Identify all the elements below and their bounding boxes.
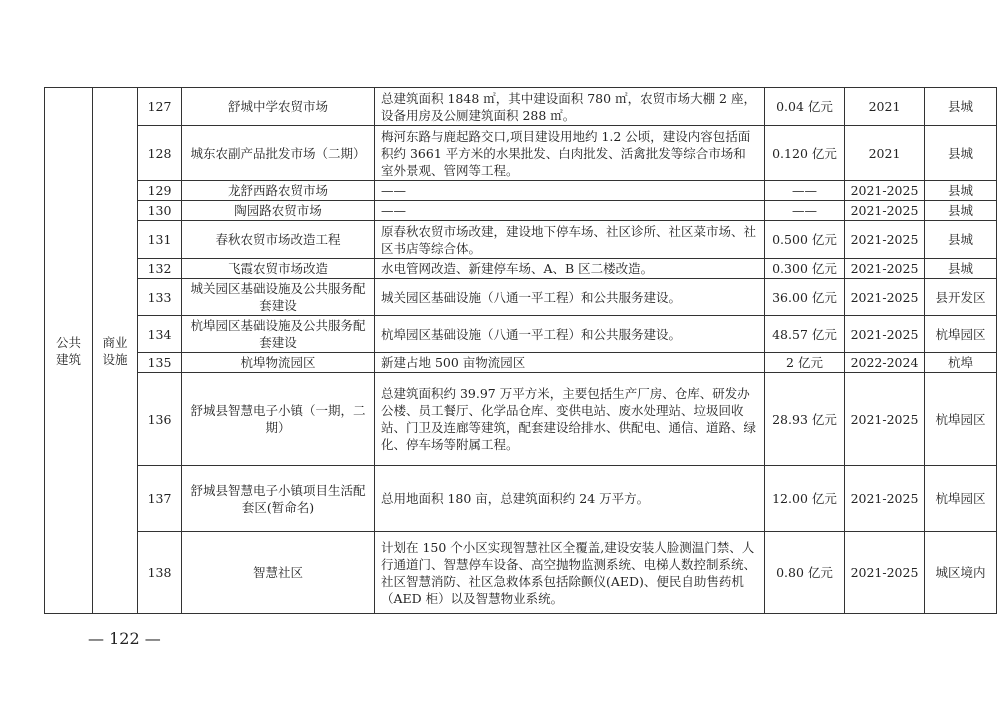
location-cell: 杭埠园区 [925, 466, 997, 532]
investment-cell: 28.93 亿元 [765, 373, 845, 466]
investment-cell: 0.300 亿元 [765, 259, 845, 279]
row-number-cell: 127 [138, 88, 182, 126]
table-row [45, 373, 997, 466]
table-row [45, 532, 997, 614]
location-cell: 县城 [925, 201, 997, 221]
location-cell: 县开发区 [925, 279, 997, 316]
project-description-cell: 总用地面积 180 亩，总建筑面积约 24 万平方。 [375, 466, 765, 532]
period-cell: 2021-2025 [845, 532, 925, 614]
location-cell: 杭埠 [925, 353, 997, 373]
row-number-cell: 128 [138, 126, 182, 181]
project-description-cell: 总建筑面积 1848 ㎡，其中建设面积 780 ㎡，农贸市场大棚 2 座，设备用房及公厕建筑面积 288 ㎡。 [375, 88, 765, 126]
table-row [45, 466, 997, 532]
project-name-cell: 舒城县智慧电子小镇（一期，二期） [182, 373, 375, 466]
investment-cell: —— [765, 181, 845, 201]
table-row [45, 316, 997, 353]
project-description-cell: —— [375, 201, 765, 221]
page-number: — 122 — [88, 629, 161, 648]
project-name-cell: 舒城县智慧电子小镇项目生活配套区(暂命名) [182, 466, 375, 532]
period-cell: 2021-2025 [845, 181, 925, 201]
row-number-cell: 137 [138, 466, 182, 532]
period-cell: 2021-2025 [845, 466, 925, 532]
project-name-cell: 陶园路农贸市场 [182, 201, 375, 221]
project-description-cell: 计划在 150 个小区实现智慧社区全覆盖,建设安装人脸测温门禁、人行通道门、智慧停车设备、高空抛物监测系统、电梯人数控制系统、社区智慧消防、社区急救体系包括除颤仪(AED)、便民自助售药机（AED 柜）以及智慧物业系统。 [375, 532, 765, 614]
row-number-cell: 131 [138, 221, 182, 259]
project-table [44, 87, 997, 614]
project-description-cell: 城关园区基础设施（八通一平工程）和公共服务建设。 [375, 279, 765, 316]
row-number-cell: 133 [138, 279, 182, 316]
table-row [45, 353, 997, 373]
row-number-cell: 129 [138, 181, 182, 201]
period-cell: 2021-2025 [845, 373, 925, 466]
project-name-cell: 春秋农贸市场改造工程 [182, 221, 375, 259]
table-row [45, 88, 997, 126]
row-number-cell: 132 [138, 259, 182, 279]
period-cell: 2021-2025 [845, 221, 925, 259]
table-row [45, 259, 997, 279]
row-number-cell: 138 [138, 532, 182, 614]
project-name-cell: 舒城中学农贸市场 [182, 88, 375, 126]
project-description-cell: 水电管网改造、新建停车场、A、B 区二楼改造。 [375, 259, 765, 279]
location-cell: 县城 [925, 88, 997, 126]
period-cell: 2021-2025 [845, 201, 925, 221]
project-name-cell: 飞霞农贸市场改造 [182, 259, 375, 279]
project-description-cell: 梅河东路与鹿起路交口,项目建设用地约 1.2 公顷，建设内容包括面积约 3661 平方米的水果批发、白肉批发、活禽批发等综合市场和室外景观、管网等工程。 [375, 126, 765, 181]
location-cell: 县城 [925, 181, 997, 201]
investment-cell: 48.57 亿元 [765, 316, 845, 353]
project-name-cell: 城关园区基础设施及公共服务配套建设 [182, 279, 375, 316]
location-cell: 杭埠园区 [925, 373, 997, 466]
project-name-cell: 杭埠物流园区 [182, 353, 375, 373]
location-cell: 杭埠园区 [925, 316, 997, 353]
project-description-cell: —— [375, 181, 765, 201]
project-description-cell: 杭埠园区基础设施（八通一平工程）和公共服务建设。 [375, 316, 765, 353]
project-name-cell: 城东农副产品批发市场（二期） [182, 126, 375, 181]
investment-cell: 12.00 亿元 [765, 466, 845, 532]
location-cell: 县城 [925, 259, 997, 279]
period-cell: 2021-2025 [845, 279, 925, 316]
project-description-cell: 原春秋农贸市场改建，建设地下停车场、社区诊所、社区菜市场、社区书店等综合体。 [375, 221, 765, 259]
table-row [45, 221, 997, 259]
table-row [45, 201, 997, 221]
table-row [45, 279, 997, 316]
project-name-cell: 杭埠园区基础设施及公共服务配套建设 [182, 316, 375, 353]
investment-cell: —— [765, 201, 845, 221]
investment-cell: 0.120 亿元 [765, 126, 845, 181]
row-number-cell: 134 [138, 316, 182, 353]
investment-cell: 2 亿元 [765, 353, 845, 373]
location-cell: 城区境内 [925, 532, 997, 614]
row-number-cell: 130 [138, 201, 182, 221]
investment-cell: 0.04 亿元 [765, 88, 845, 126]
project-description-cell: 总建筑面积约 39.97 万平方米，主要包括生产厂房、仓库、研发办公楼、员工餐厅、化学品仓库、变供电站、废水处理站、垃圾回收站、门卫及连廊等建筑，配套建设给排水、供配电、通信、道路、绿化、停车场等附属工程。 [375, 373, 765, 466]
project-description-cell: 新建占地 500 亩物流园区 [375, 353, 765, 373]
investment-cell: 0.80 亿元 [765, 532, 845, 614]
subcategory-cell: 商业设施 [93, 88, 138, 614]
period-cell: 2022-2024 [845, 353, 925, 373]
location-cell: 县城 [925, 221, 997, 259]
period-cell: 2021-2025 [845, 316, 925, 353]
location-cell: 县城 [925, 126, 997, 181]
row-number-cell: 135 [138, 353, 182, 373]
period-cell: 2021 [845, 88, 925, 126]
investment-cell: 36.00 亿元 [765, 279, 845, 316]
row-number-cell: 136 [138, 373, 182, 466]
project-name-cell: 智慧社区 [182, 532, 375, 614]
investment-cell: 0.500 亿元 [765, 221, 845, 259]
table-row [45, 181, 997, 201]
table-row [45, 126, 997, 181]
category-cell: 公共建筑 [45, 88, 93, 614]
period-cell: 2021 [845, 126, 925, 181]
period-cell: 2021-2025 [845, 259, 925, 279]
project-name-cell: 龙舒西路农贸市场 [182, 181, 375, 201]
